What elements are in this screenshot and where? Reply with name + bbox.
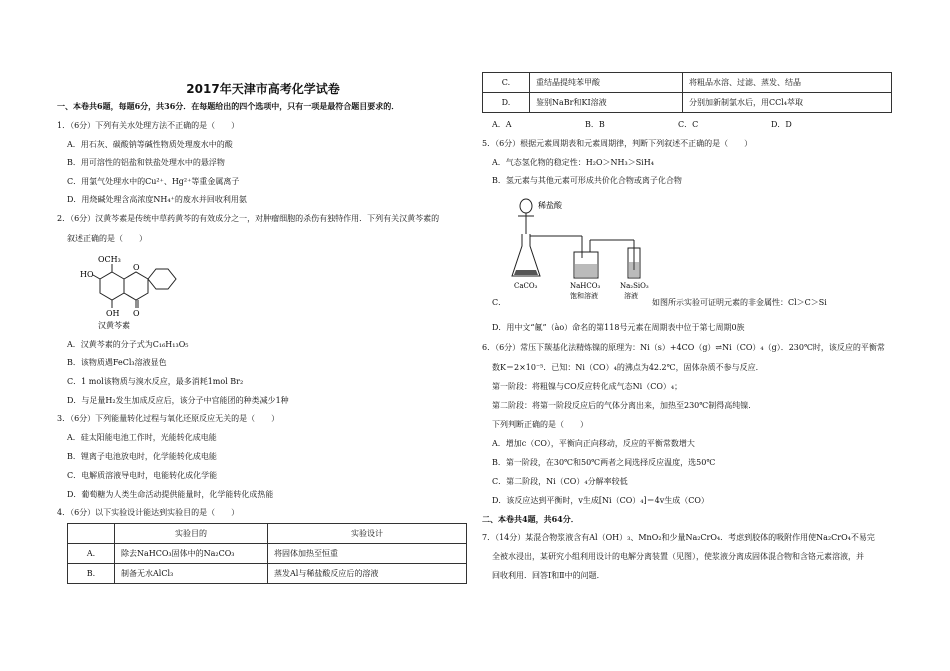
q6-line1: 6．（6分）常压下羰基化法精炼镍的原理为：Ni（s）+4CO（g）⇌Ni（CO）₄（g）．230℃时，该反应的平衡常 bbox=[482, 343, 885, 352]
table-cell: 蒸发Al与稀盐酸反应后的溶液 bbox=[268, 564, 467, 584]
q6-option-c: C．第二阶段，Ni（CO）₄分解率较低 bbox=[492, 477, 628, 486]
table-cell: 分别加新制氯水后，用CCl₄萃取 bbox=[683, 93, 892, 113]
q6-option-d: D．该反应达到平衡时，v生成[Ni（CO）₄]＝4v生成（CO） bbox=[492, 496, 709, 505]
table-cell: A. bbox=[68, 544, 115, 564]
q5-option-d: D．用中文“鿫”（ào）命名的第118号元素在周期表中位于第七周期0族 bbox=[492, 323, 745, 332]
saturated-solution-label: 饱和溶液 bbox=[570, 292, 598, 300]
molecule-name: 汉黄芩素 bbox=[98, 321, 130, 330]
q7-line1: 7．（14分）某混合物浆液含有Al（OH）₃、MnO₂和少量Na₂CrO₄．考虑到胶体的吸附作用使Na₂CrO₄不易完 bbox=[482, 533, 875, 542]
q4-stem: 4．（6分）以下实验设计能达到实验目的是（ ） bbox=[57, 508, 240, 517]
q2-option-d: D．与足量H₂发生加成反应后，该分子中官能团的种类减少1种 bbox=[67, 396, 289, 405]
q3-option-c: C．电解质溶液导电时，电能转化成化学能 bbox=[67, 471, 218, 480]
q3-option-d: D．葡萄糖为人类生命活动提供能量时，化学能转化成热能 bbox=[67, 490, 274, 499]
solution-label: 溶液 bbox=[624, 292, 638, 300]
ring-oxygen-label: O bbox=[133, 263, 140, 272]
q1-option-d: D．用烧碱处理含高浓度NH₄⁺的废水并回收利用氨 bbox=[67, 195, 247, 204]
q3-option-a: A．硅太阳能电池工作时，光能转化成电能 bbox=[67, 433, 217, 442]
och3-label: OCH₃ bbox=[98, 255, 121, 264]
q6-line3: 第一阶段：将粗镍与CO反应转化成气态Ni（CO）₄； bbox=[492, 382, 683, 391]
dilute-hcl-label: 稀盐酸 bbox=[538, 201, 562, 210]
q6-option-b: B．第一阶段，在30℃和50℃两者之间选择反应温度，选50℃ bbox=[492, 458, 716, 467]
section-1-heading: 一、本卷共6题，每题6分，共36分．在每题给出的四个选项中，只有一项是最符合题目要求的． bbox=[57, 101, 400, 111]
table-row bbox=[483, 73, 892, 93]
q4-option-d: D．D bbox=[771, 120, 792, 129]
q4-option-b: B．B bbox=[585, 120, 605, 129]
table-cell: 将粗品水溶、过滤、蒸发、结晶 bbox=[683, 73, 892, 93]
table-cell: 重结晶提纯苯甲酸 bbox=[530, 73, 683, 93]
q3-option-b: B．锂离子电池放电时，化学能转化成电能 bbox=[67, 452, 217, 461]
q6-line4: 第二阶段：将第一阶段反应后的气体分离出来，加热至230℃制得高纯镍． bbox=[492, 401, 757, 410]
q3-stem: 3．（6分）下列能量转化过程与氧化还原反应无关的是（ ） bbox=[57, 414, 280, 423]
q5-option-a: A．气态氢化物的稳定性：H₂O＞NH₃＞SiH₄ bbox=[492, 158, 654, 167]
ring-b bbox=[148, 269, 176, 289]
table-cell: 除去NaHCO₃固体中的Na₂CO₃ bbox=[115, 544, 268, 564]
nahco3-label: NaHCO₃ bbox=[570, 282, 601, 290]
q4-table-part1 bbox=[67, 523, 467, 584]
q1-stem: 1．（6分）下列有关水处理方法不正确的是（ ） bbox=[57, 121, 240, 130]
page-title: 2017年天津市高考化学试卷 bbox=[186, 82, 340, 96]
q1-option-c: C．用氯气处理水中的Cu²⁺、Hg²⁺等重金属离子 bbox=[67, 177, 240, 186]
table-header-design: 实验设计 bbox=[268, 524, 467, 544]
table-cell bbox=[68, 524, 115, 544]
ring-a bbox=[100, 272, 124, 300]
table-cell: 制备无水AlCl₃ bbox=[115, 564, 268, 584]
q6-line2: 数K＝2×10⁻⁵．已知：Ni（CO）₄的沸点为42.2℃，固体杂质不参与反应． bbox=[492, 363, 764, 372]
q1-option-a: A．用石灰、碳酸钠等碱性物质处理废水中的酸 bbox=[67, 140, 233, 149]
table-row bbox=[68, 564, 467, 584]
table-cell: D. bbox=[483, 93, 530, 113]
table-row bbox=[483, 93, 892, 113]
table-header-purpose: 实验目的 bbox=[115, 524, 268, 544]
conical-flask bbox=[512, 234, 540, 276]
table-row bbox=[68, 524, 467, 544]
wogonin-structure-diagram bbox=[80, 252, 190, 330]
q2-option-a: A．汉黄芩素的分子式为C₁₆H₁₃O₅ bbox=[67, 340, 189, 349]
ring-c bbox=[124, 272, 148, 300]
q5-option-c-label: C． bbox=[492, 298, 507, 307]
table-row bbox=[68, 544, 467, 564]
caco3-label: CaCO₃ bbox=[514, 282, 538, 290]
q2-stem-line1: 2．（6分）汉黄芩素是传统中草药黄芩的有效成分之一，对肿瘤细胞的杀伤有独特作用．下列有关汉黄芩素的 bbox=[57, 214, 440, 223]
separatory-funnel bbox=[520, 199, 532, 213]
q7-line3: 回收利用．回答Ⅰ和Ⅱ中的问题． bbox=[492, 571, 605, 580]
q5-stem: 5．（6分）根据元素周期表和元素周期律，判断下列叙述不正确的是（ ） bbox=[482, 139, 753, 148]
q4-option-c: C．C bbox=[678, 120, 699, 129]
q4-option-a: A．A bbox=[492, 120, 512, 129]
na2sio3-label: Na₂SiO₃ bbox=[620, 282, 649, 290]
carbonyl-oxygen-label: O bbox=[133, 309, 140, 318]
q4-table-part2 bbox=[482, 72, 892, 113]
q2-option-c: C．1 mol该物质与溴水反应，最多消耗1mol Br₂ bbox=[67, 377, 244, 386]
q5-option-c: 如图所示实验可证明元素的非金属性：Cl＞C＞Si bbox=[652, 298, 827, 307]
ho-label: HO bbox=[80, 270, 94, 279]
apparatus-diagram bbox=[510, 196, 650, 302]
q2-option-b: B．该物质遇FeCl₃溶液显色 bbox=[67, 358, 167, 367]
q1-option-b: B．用可溶性的铝盐和铁盐处理水中的悬浮物 bbox=[67, 158, 225, 167]
q5-option-b: B．氢元素与其他元素可形成共价化合物或离子化合物 bbox=[492, 176, 682, 185]
table-cell: 将固体加热至恒重 bbox=[268, 544, 467, 564]
table-cell: C. bbox=[483, 73, 530, 93]
section-2-heading: 二、本卷共4题，共64分． bbox=[482, 514, 579, 524]
q6-option-a: A．增加c（CO），平衡向正向移动，反应的平衡常数增大 bbox=[492, 439, 695, 448]
q6-line5: 下列判断正确的是（ ） bbox=[492, 420, 588, 429]
oh-label: OH bbox=[106, 309, 120, 318]
table-cell: 鉴别NaBr和KI溶液 bbox=[530, 93, 683, 113]
table-cell: B. bbox=[68, 564, 115, 584]
q2-stem-line2: 叙述正确的是（ ） bbox=[67, 234, 147, 243]
q7-line2: 全被水浸出，某研究小组利用设计的电解分离装置（见图），使浆液分离成固体混合物和含铬元素溶液，并 bbox=[492, 552, 864, 561]
